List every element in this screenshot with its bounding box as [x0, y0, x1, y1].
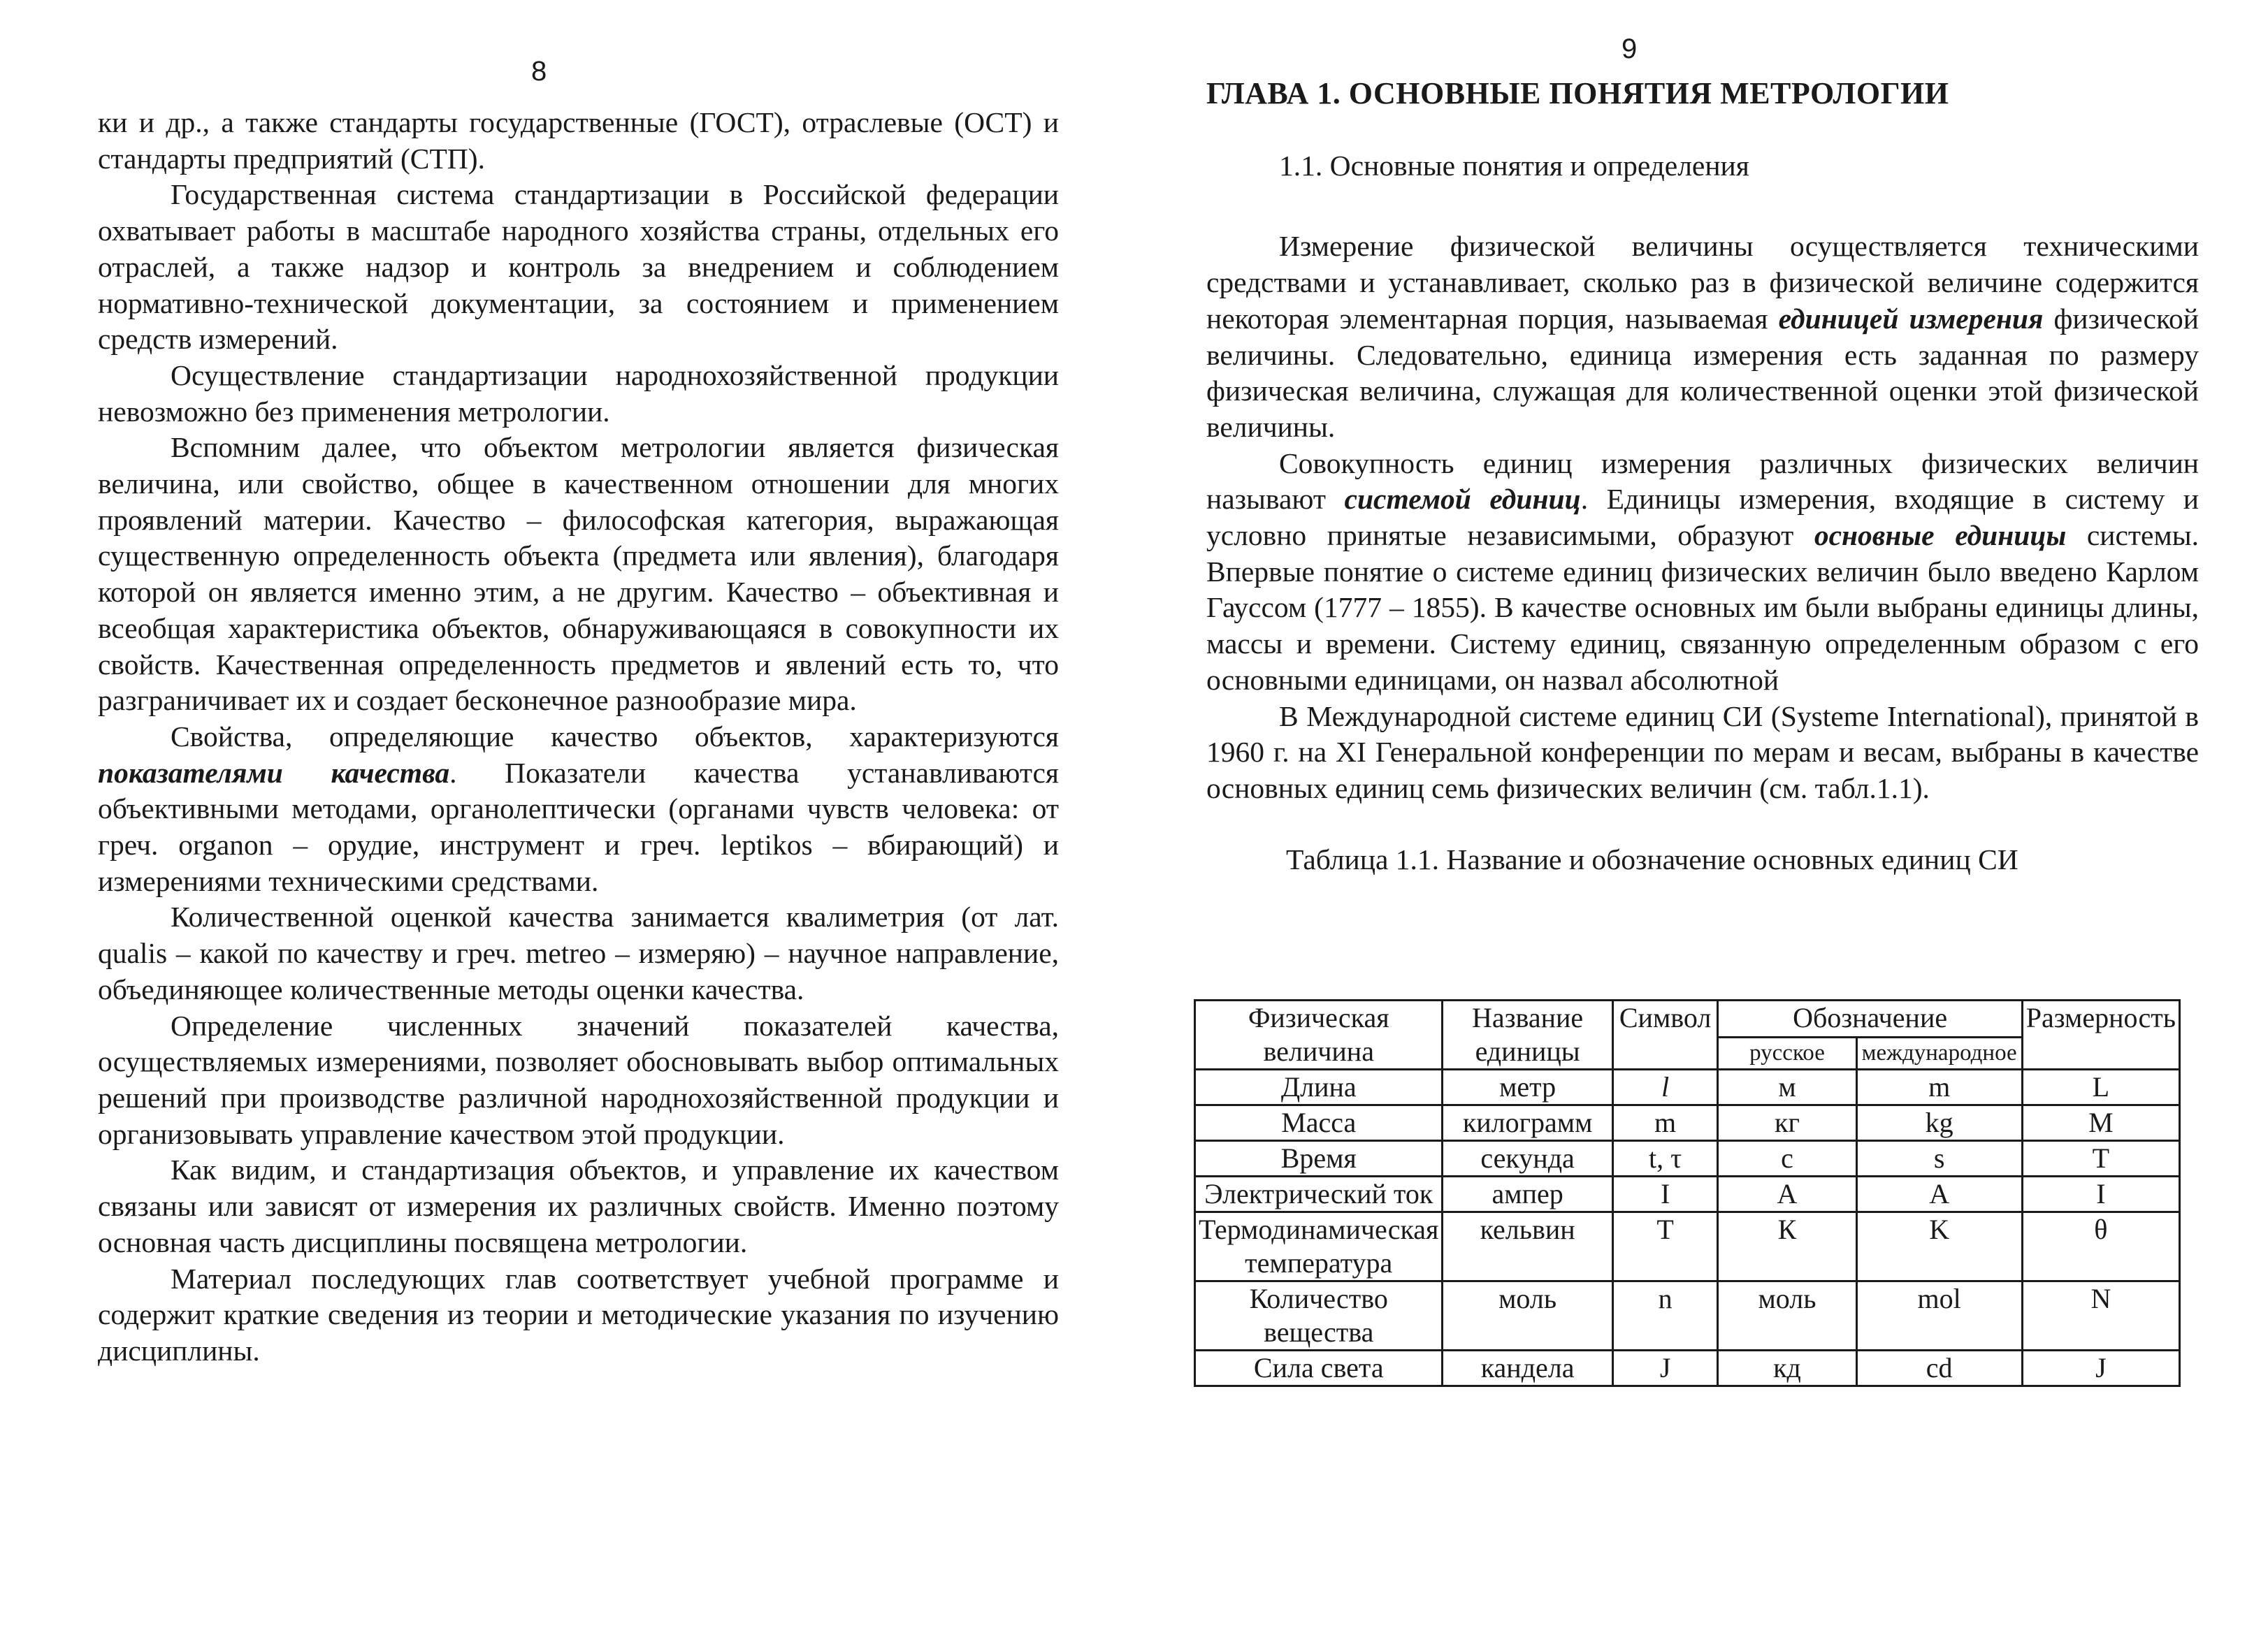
paragraph: Государственная система стандартизации в Российской федерации охватывает работы в масштабе народного хозяйства страны, отдельных его отраслей, а также надзор и контроль за внедрением и соблюдением нормативно-технической документации, за состоянием и применением средств измерений. [98, 178, 1059, 356]
table-row [1195, 1281, 2180, 1351]
cell-symbol: I [1612, 1177, 1718, 1212]
cell-dimension: J [2022, 1351, 2179, 1386]
paragraph: Свойства, определяющие качество объектов, характеризуются показателями качества. Показатели качества устанавливаются объективными методами, органолептически (органами чувств человека: от греч. organon – орудие, инструмент и греч. leptikos – вбирающий) и измерениями техническими средствами. [98, 720, 1059, 897]
paragraph: Измерение физической величины осуществляется техническими средствами и устанавливает, сколько раз в физической величине содержится некоторая элементарная порция, называемая единицей измерения физической величины. Следовательно, единица измерения есть заданная по размеру физическая величина, служащая для количественной оценки этой физической величины. [1206, 230, 2199, 443]
paragraph: В Международной системе единиц СИ (Systeme International), принятой в 1960 г. на XI Генеральной конференции по мерам и весам, выбраны в качестве основных единиц семь физических величин (см. табл.1.1). [1206, 699, 2199, 804]
cell-international: cd [1856, 1351, 2022, 1386]
cell-dimension: N [2022, 1281, 2179, 1351]
paragraph: Материал последующих глав соответствует учебной программе и содержит краткие сведения из теории и методические указания по изучению дисциплины. [98, 1262, 1059, 1367]
cell-symbol: J [1612, 1351, 1718, 1386]
page-number: 9 [1621, 34, 1638, 64]
header-symbol: Символ [1612, 1001, 1718, 1070]
cell-international: K [1856, 1212, 2022, 1281]
table-row [1195, 1351, 2180, 1386]
cell-quantity: Сила света [1195, 1351, 1443, 1386]
table-row [1195, 1070, 2180, 1105]
cell-international: m [1856, 1070, 2022, 1105]
header-dimension: Размерность [2022, 1001, 2179, 1070]
table-row [1195, 1141, 2180, 1177]
cell-russian: м [1718, 1070, 1856, 1105]
cell-international: kg [1856, 1105, 2022, 1141]
term-emphasis: показателями качества [98, 756, 450, 789]
cell-russian: с [1718, 1141, 1856, 1177]
right-page-body [1206, 75, 2199, 921]
cell-dimension: θ [2022, 1212, 2179, 1281]
paragraph: Осуществление стандартизации народнохозяйственной продукции невозможно без применения метрологии. [98, 358, 1059, 428]
page-number: 8 [531, 56, 547, 87]
cell-unit: ампер [1443, 1177, 1612, 1212]
table-row [1195, 1212, 2180, 1281]
paragraph: ки и др., а также стандарты государственные (ГОСТ), отраслевые (ОСТ) и стандарты предприятий (СТП). [98, 106, 1059, 175]
table-row [1195, 1177, 2180, 1212]
table-caption: Таблица 1.1. Название и обозначение основных единиц СИ [1286, 843, 2018, 875]
cell-quantity: Длина [1195, 1070, 1443, 1105]
cell-unit: моль [1443, 1281, 1612, 1351]
left-page [0, 0, 1132, 1635]
cell-russian: моль [1718, 1281, 1856, 1351]
paragraph: Вспомним далее, что объектом метрологии является физическая величина, или свойство, общее в качественном отношении для многих проявлений материи. Качество – философская категория, выражающая существенную определенность объекта (предмета или явления), благодаря которой он является именно этим, а не другим. Качество – объективная и всеобщая характеристика объектов, обнаруживающаяся в совокупности их свойств. Качественная определенность предметов и явлений есть то, что разграничивает их и создает бесконечное разнообразие мира. [98, 431, 1059, 717]
header-russian: русское [1718, 1037, 1856, 1069]
cell-russian: А [1718, 1177, 1856, 1212]
cell-quantity: Электрический ток [1195, 1177, 1443, 1212]
cell-symbol: t, τ [1612, 1141, 1718, 1177]
chapter-title: ГЛАВА 1. ОСНОВНЫЕ ПОНЯТИЯ МЕТРОЛОГИИ [1206, 76, 1949, 110]
cell-russian: кд [1718, 1351, 1856, 1386]
term-emphasis: системой единиц [1344, 483, 1581, 516]
cell-quantity: Масса [1195, 1105, 1443, 1141]
cell-symbol: l [1612, 1070, 1718, 1105]
left-page-body [98, 105, 1059, 1369]
cell-russian: К [1718, 1212, 1856, 1281]
paragraph: Как видим, и стандартизация объектов, и управление их качеством связаны или зависят от измерения их различных свойств. Именно поэтому основная часть дисциплины посвящена метрологии. [98, 1154, 1059, 1258]
cell-dimension: T [2022, 1141, 2179, 1177]
header-international: международное [1856, 1037, 2022, 1069]
cell-quantity: Термодинамическая температура [1195, 1212, 1443, 1281]
paragraph: Количественной оценкой качества занимается квалиметрия (от лат. qualis – какой по качеству и греч. metreo – измеряю) – научное направление, объединяющее количественные методы оценки качества. [98, 901, 1059, 1005]
paragraph: Определение численных значений показателей качества, осуществляемых измерениями, позволяет обосновывать выбор оптимальных решений при производстве различной народнохозяйственной продукции и организовывать управление качеством этой продукции. [98, 1009, 1059, 1150]
cell-dimension: I [2022, 1177, 2179, 1212]
cell-symbol: m [1612, 1105, 1718, 1141]
cell-dimension: M [2022, 1105, 2179, 1141]
cell-unit: кандела [1443, 1351, 1612, 1386]
right-page [1132, 0, 2268, 1635]
cell-unit: килограмм [1443, 1105, 1612, 1141]
cell-unit: метр [1443, 1070, 1612, 1105]
cell-international: A [1856, 1177, 2022, 1212]
cell-symbol: n [1612, 1281, 1718, 1351]
cell-international: s [1856, 1141, 2022, 1177]
paragraph: Совокупность единиц измерения различных физических величин называют системой единиц. Единицы измерения, входящие в систему и условно принятые независимыми, образуют основные единицы системы. Впервые понятие о системе единиц физических величин было введено Карлом Гауссом (1777 – 1855). В качестве основных им были выбраны единицы длины, массы и времени. Систему единиц, связанную определенным образом с его основными единицами, он назвал абсолютной [1206, 446, 2199, 696]
section-title: 1.1. Основные понятия и определения [1279, 149, 1749, 182]
cell-unit: секунда [1443, 1141, 1612, 1177]
si-units-table [1194, 999, 2181, 1387]
cell-international: mol [1856, 1281, 2022, 1351]
cell-unit: кельвин [1443, 1212, 1612, 1281]
cell-russian: кг [1718, 1105, 1856, 1141]
cell-quantity: Количество вещества [1195, 1281, 1443, 1351]
cell-dimension: L [2022, 1070, 2179, 1105]
cell-quantity: Время [1195, 1141, 1443, 1177]
header-unit-name: Название единицы [1443, 1001, 1612, 1070]
term-emphasis: единицей измерения [1778, 302, 2044, 335]
header-designation: Обозначение [1718, 1001, 2022, 1038]
cell-symbol: T [1612, 1212, 1718, 1281]
term-emphasis: основные единицы [1814, 519, 2067, 552]
table-row [1195, 1105, 2180, 1141]
header-quantity: Физическая величина [1195, 1001, 1443, 1070]
